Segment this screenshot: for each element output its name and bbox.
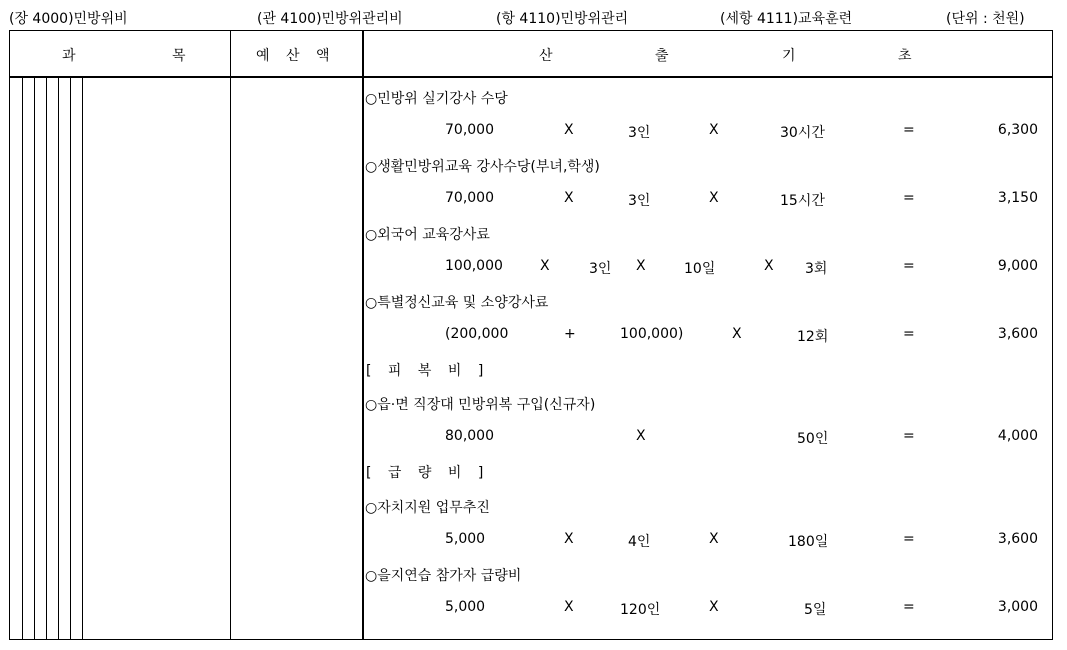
calc-value: 50인 (797, 431, 829, 447)
item-title: ○자치지원 업무추진 (365, 500, 490, 516)
calc-operator: X (709, 599, 719, 615)
header-divider (10, 76, 1052, 78)
calc-operator: X (564, 599, 574, 615)
calc-operator: = (903, 122, 915, 138)
calc-value: 4인 (628, 534, 651, 550)
subject-level-line (70, 77, 71, 639)
calc-operator: X (636, 258, 646, 274)
subject-level-line (22, 77, 23, 639)
calc-value: 3회 (805, 261, 828, 277)
calc-value: 3인 (589, 261, 612, 277)
calc-total: 3,600 (997, 326, 1038, 342)
calc-operator: X (564, 122, 574, 138)
column-header-calc-1: 산 (539, 48, 553, 64)
unit-label: (단위 : 천원) (946, 11, 1025, 27)
calc-operator: X (540, 258, 550, 274)
item-title: ○을지연습 참가자 급량비 (365, 568, 522, 584)
column-header-budget-3: 액 (316, 48, 330, 64)
calc-value: 180일 (788, 534, 829, 550)
calc-operator: X (564, 531, 574, 547)
calc-operator: = (903, 258, 915, 274)
calc-value: 30시간 (780, 125, 825, 141)
calc-total: 3,150 (997, 190, 1038, 206)
calc-operator: = (903, 326, 915, 342)
calc-value: 120인 (620, 602, 661, 618)
section-label-meal: [ 급 량 비 ] (366, 465, 484, 481)
calc-operator: X (764, 258, 774, 274)
column-header-calc-4: 초 (898, 48, 912, 64)
calc-value: 15시간 (780, 193, 825, 209)
hang-label: (항 4110)민방위관리 (496, 11, 629, 27)
subject-level-line (82, 77, 83, 639)
section-label-clothing: [ 피 복 비 ] (366, 363, 484, 379)
column-divider-budget (230, 31, 231, 639)
calc-value: 12회 (797, 329, 829, 345)
item-title: ○외국어 교육강사료 (365, 227, 490, 243)
item-title: ○특별정신교육 및 소양강사료 (365, 295, 549, 311)
calc-total: 9,000 (997, 258, 1038, 274)
calc-operator: X (564, 190, 574, 206)
column-header-subject-1: 과 (62, 48, 76, 64)
calc-total: 3,600 (997, 531, 1038, 547)
calc-value: (200,000 (445, 326, 509, 342)
calc-operator: X (732, 326, 742, 342)
calc-operator: X (636, 428, 646, 444)
gwan-label: (관 4100)민방위관리비 (257, 11, 403, 27)
calc-operator: = (903, 531, 915, 547)
calc-value: 70,000 (445, 122, 494, 138)
calc-operator: + (564, 326, 576, 342)
calc-value: 5,000 (445, 599, 486, 615)
calc-operator: X (709, 531, 719, 547)
calc-total: 6,300 (997, 122, 1038, 138)
column-header-calc-2: 출 (655, 48, 669, 64)
column-header-budget-2: 산 (286, 48, 300, 64)
jang-label: (장 4000)민방위비 (9, 11, 128, 27)
column-header-calc-3: 기 (782, 48, 796, 64)
calc-value: 70,000 (445, 190, 494, 206)
calc-value: 5,000 (445, 531, 486, 547)
calc-value: 80,000 (445, 428, 494, 444)
subject-level-line (34, 77, 35, 639)
calc-value: 10일 (684, 261, 716, 277)
column-header-budget-1: 예 (256, 48, 270, 64)
sehang-label: (세항 4111)교육훈련 (720, 11, 853, 27)
calc-value: 5일 (804, 602, 827, 618)
item-title: ○생활민방위교육 강사수당(부녀,학생) (365, 159, 600, 175)
subject-level-line (46, 77, 47, 639)
calc-value: 100,000 (445, 258, 503, 274)
item-title: ○민방위 실기강사 수당 (365, 91, 508, 107)
column-header-subject-2: 목 (172, 48, 186, 64)
calc-operator: = (903, 599, 915, 615)
calc-total: 4,000 (997, 428, 1038, 444)
column-divider-calc (362, 31, 364, 639)
calc-value: 3인 (628, 125, 651, 141)
item-title: ○읍·면 직장대 민방위복 구입(신규자) (365, 397, 596, 413)
calc-operator: = (903, 428, 915, 444)
subject-level-line (58, 77, 59, 639)
calc-value: 3인 (628, 193, 651, 209)
calc-operator: X (709, 190, 719, 206)
calc-total: 3,000 (997, 599, 1038, 615)
calc-value: 100,000) (620, 326, 684, 342)
budget-table (9, 30, 1053, 640)
calc-operator: = (903, 190, 915, 206)
calc-operator: X (709, 122, 719, 138)
